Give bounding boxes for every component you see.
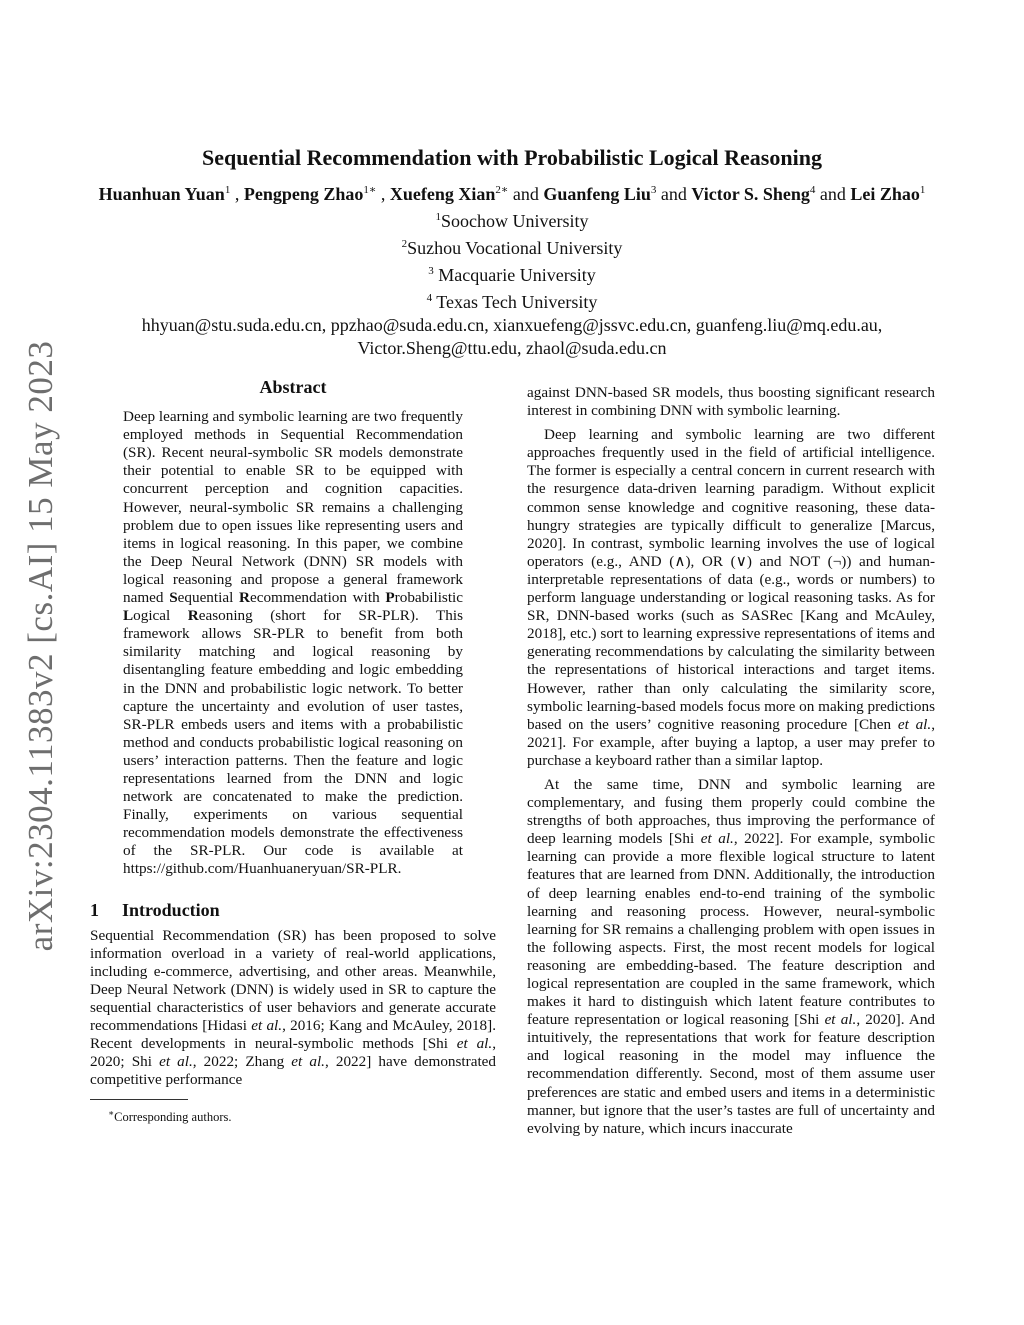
affiliation-mark: 2	[401, 238, 408, 250]
body-text: , 2022]. For example, symbolic learning can provide a more flexible logical structure to latent features that are learned from DNN. Additionally, the introduction of deep learning enables end-to-end training of the symbolic learning and reasoning process. However, neural-symbolic learning for SR remains a challenging problem with open issues in the following aspects. First, the most recent models for logical reasoning are embedding-based. The feature description and logical representation are coupled in the same framework, which makes it hard to distinguish which latent feature contributes to feature representation or logical reasoning [Shi	[527, 830, 935, 1029]
affiliation-name: Texas Tech University	[432, 292, 598, 312]
arxiv-id-text: arXiv:2304.11383v2 [cs.AI] 15 May 2023	[21, 340, 60, 952]
body-paragraph: against DNN-based SR models, thus boosting significant research interest in combining DNN with symbolic learning.	[527, 384, 935, 420]
citation-etal: et al.	[456, 1035, 493, 1053]
author-name: Xuefeng Xian	[389, 184, 496, 204]
author-name: Lei Zhao	[850, 184, 920, 204]
arxiv-identifier	[4, 340, 78, 952]
author-separator: ,	[230, 184, 244, 204]
affiliation-name: Macquarie University	[433, 265, 596, 285]
citation-etal: et al.	[897, 715, 932, 733]
paper-header	[88, 145, 936, 360]
author-list	[88, 179, 936, 206]
body-text: , 2022; Zhang	[192, 1053, 292, 1071]
author-separator: and	[656, 184, 692, 204]
body-text: , 2016; Kang and McAuley, 2018]. Recent developments in neural-symbolic methods [Shi	[90, 1017, 496, 1053]
body-text: At the same time, DNN and symbolic learning are complementary, and fusing them properly could combine the strengths of both approaches, thus improving the performance of deep learning models [Shi	[527, 775, 935, 848]
affiliation-name: Suzhou Vocational University	[407, 238, 623, 258]
citation-etal: et al.	[159, 1053, 193, 1071]
abstract-text: ogical	[133, 607, 188, 625]
body-text: , 2020]. And intuitively, the representations that work for feature description and logical reasoning in the model may influence the recommendation differently. Second, most of them assume user preferences are static and embed users and items in a deterministic manner, but ignore that the user’s tastes are full of uncertainty and evolving by nature, which incurs inaccurate	[527, 1011, 936, 1137]
section-title: Introduction	[122, 899, 220, 920]
footnote-rule	[90, 1099, 188, 1100]
abstract-body	[123, 408, 463, 878]
author-affiliation-mark: 2∗	[495, 184, 509, 196]
body-paragraph	[527, 426, 935, 770]
abstract-paragraph	[123, 408, 463, 878]
abstract-text: Deep learning and symbolic learning are two frequently employed methods in Sequential Recommendation (SR). Recent neural-symbolic SR models demonstrate their potential to enable SR to be equipped with concurrent perception and cognition capacities. However, neural-symbolic SR remains a challenging problem due to open issues like representing users and items in logical reasoning. In this paper, we combine the Deep Neural Network (DNN) SR models with logical reasoning and propose a general framework named	[123, 408, 463, 607]
author-separator: and	[508, 184, 544, 204]
paper-title: Sequential Recommendation with Probabilistic Logical Reasoning	[202, 145, 822, 170]
body-text: Deep learning and symbolic learning are two different approaches frequently used in the field of artificial intelligence. The former is especially a central concern in current research with the resurgence data-driven learning paradigm. Without explicit common sense knowledge and cognitive reasoning, these data-hungry strategies are typically difficult to generalize [Marcus, 2020]. In contrast, symbolic learning involves the use of logical operators (e.g., AND (∧), OR (∨) and NOT (¬)) and human-interpretable representations of data (e.g., words or numbers) to perform language understanding or logical reasoning tasks. As for SR, DNN-based works (such as SASRec [Kang and McAuley, 2018], etc.) sort to learning expressive representations of items and generating recommendations by calculating the similarity between the representations of historical interactions and target items. However, rather than only calculating the similarity score, symbolic learning-based models focus more on making predictions based on the users’ cognitive reasoning procedure [Chen	[527, 426, 935, 733]
acronym-letter: P	[385, 589, 395, 607]
body-text: , 2020; Shi	[90, 1035, 496, 1071]
acronym-letter: R	[187, 607, 199, 625]
right-column	[527, 384, 935, 1138]
body-paragraph	[527, 776, 935, 1138]
affiliation	[88, 260, 936, 287]
abstract-text: equential	[177, 589, 240, 607]
acronym-letter: S	[169, 589, 178, 607]
body-text: , 2022] have demonstrated competitive performance	[90, 1053, 497, 1089]
footnote-mark: ∗	[108, 1108, 115, 1119]
affiliation	[88, 233, 936, 260]
author-affiliation-mark: 1	[919, 184, 926, 196]
author-name: Huanhuan Yuan	[98, 184, 225, 204]
abstract-text: robabilistic	[394, 589, 464, 607]
author-name: Pengpeng Zhao	[243, 184, 364, 204]
left-column	[90, 378, 496, 1127]
citation-etal: et al.	[291, 1053, 325, 1071]
affiliation	[88, 287, 936, 314]
affiliation-mark: 3	[428, 265, 434, 277]
citation-etal: et al.	[251, 1017, 283, 1035]
email-list: hhyuan@stu.suda.edu.cn, ppzhao@suda.edu.cn, xianxuefeng@jssvc.edu.cn, guanfeng.liu@mq.edu.au, Victor.Sheng@ttu.edu, zhaol@suda.edu.cn	[141, 315, 883, 358]
section-heading-introduction	[90, 901, 496, 919]
acronym-letter: R	[239, 589, 250, 607]
citation-etal: et al.	[824, 1011, 857, 1029]
author-separator: ,	[376, 184, 390, 204]
affiliation-mark: 4	[426, 292, 433, 304]
citation-etal: et al.	[700, 830, 734, 848]
author-affiliation-mark: 1	[224, 184, 231, 196]
author-affiliation-mark: 1∗	[363, 184, 377, 196]
affiliation-mark: 1	[435, 211, 441, 223]
footnote-text: Corresponding authors.	[114, 1110, 232, 1125]
body-paragraph	[90, 927, 496, 1090]
author-separator: and	[815, 184, 851, 204]
author-affiliation-mark: 4	[809, 184, 816, 196]
author-affiliation-mark: 3	[650, 184, 657, 196]
section-number: 1	[90, 899, 99, 920]
abstract-text: easoning (short for SR-PLR). This framework allows SR-PLR to benefit from both similarity matching and logical reasoning by disentangling feature embedding and logic embedding in the DNN and probabilistic logic network. To better capture the uncertainty and evolution of user tastes, SR-PLR embeds users and items with a probabilistic method and conducts probabilistic logical reasoning on users’ interaction patterns. Then the feature and logic representations learned from the DNN and logic network are concatenated to make the prediction. Finally, experiments on various sequential recommendation models demonstrate the effectiveness of the SR-PLR. Our code is available at https://github.com/Huanhuaneryuan/SR-PLR.	[123, 607, 463, 878]
author-name: Victor S. Sheng	[691, 184, 810, 204]
body-text: , 2021]. For example, after buying a laptop, a user may prefer to purchase a keyboard rather than a similar laptop.	[527, 715, 935, 769]
affiliation-name: Soochow University	[441, 211, 589, 231]
footnote	[90, 1104, 496, 1126]
abstract-heading: Abstract	[259, 377, 327, 397]
abstract-text: ecommendation with	[249, 589, 386, 607]
affiliation	[88, 206, 936, 233]
author-name: Guanfeng Liu	[543, 184, 651, 204]
body-text: Sequential Recommendation (SR) has been proposed to solve information overload in a variety of real-world applications, including e-commerce, advertising, and other areas. Meanwhile, Deep Neural Network (DNN) is widely used in SR to capture the sequential characteristics of user behaviors and generate accurate recommendations [Hidasi	[90, 926, 496, 1035]
acronym-letter: L	[123, 607, 134, 625]
